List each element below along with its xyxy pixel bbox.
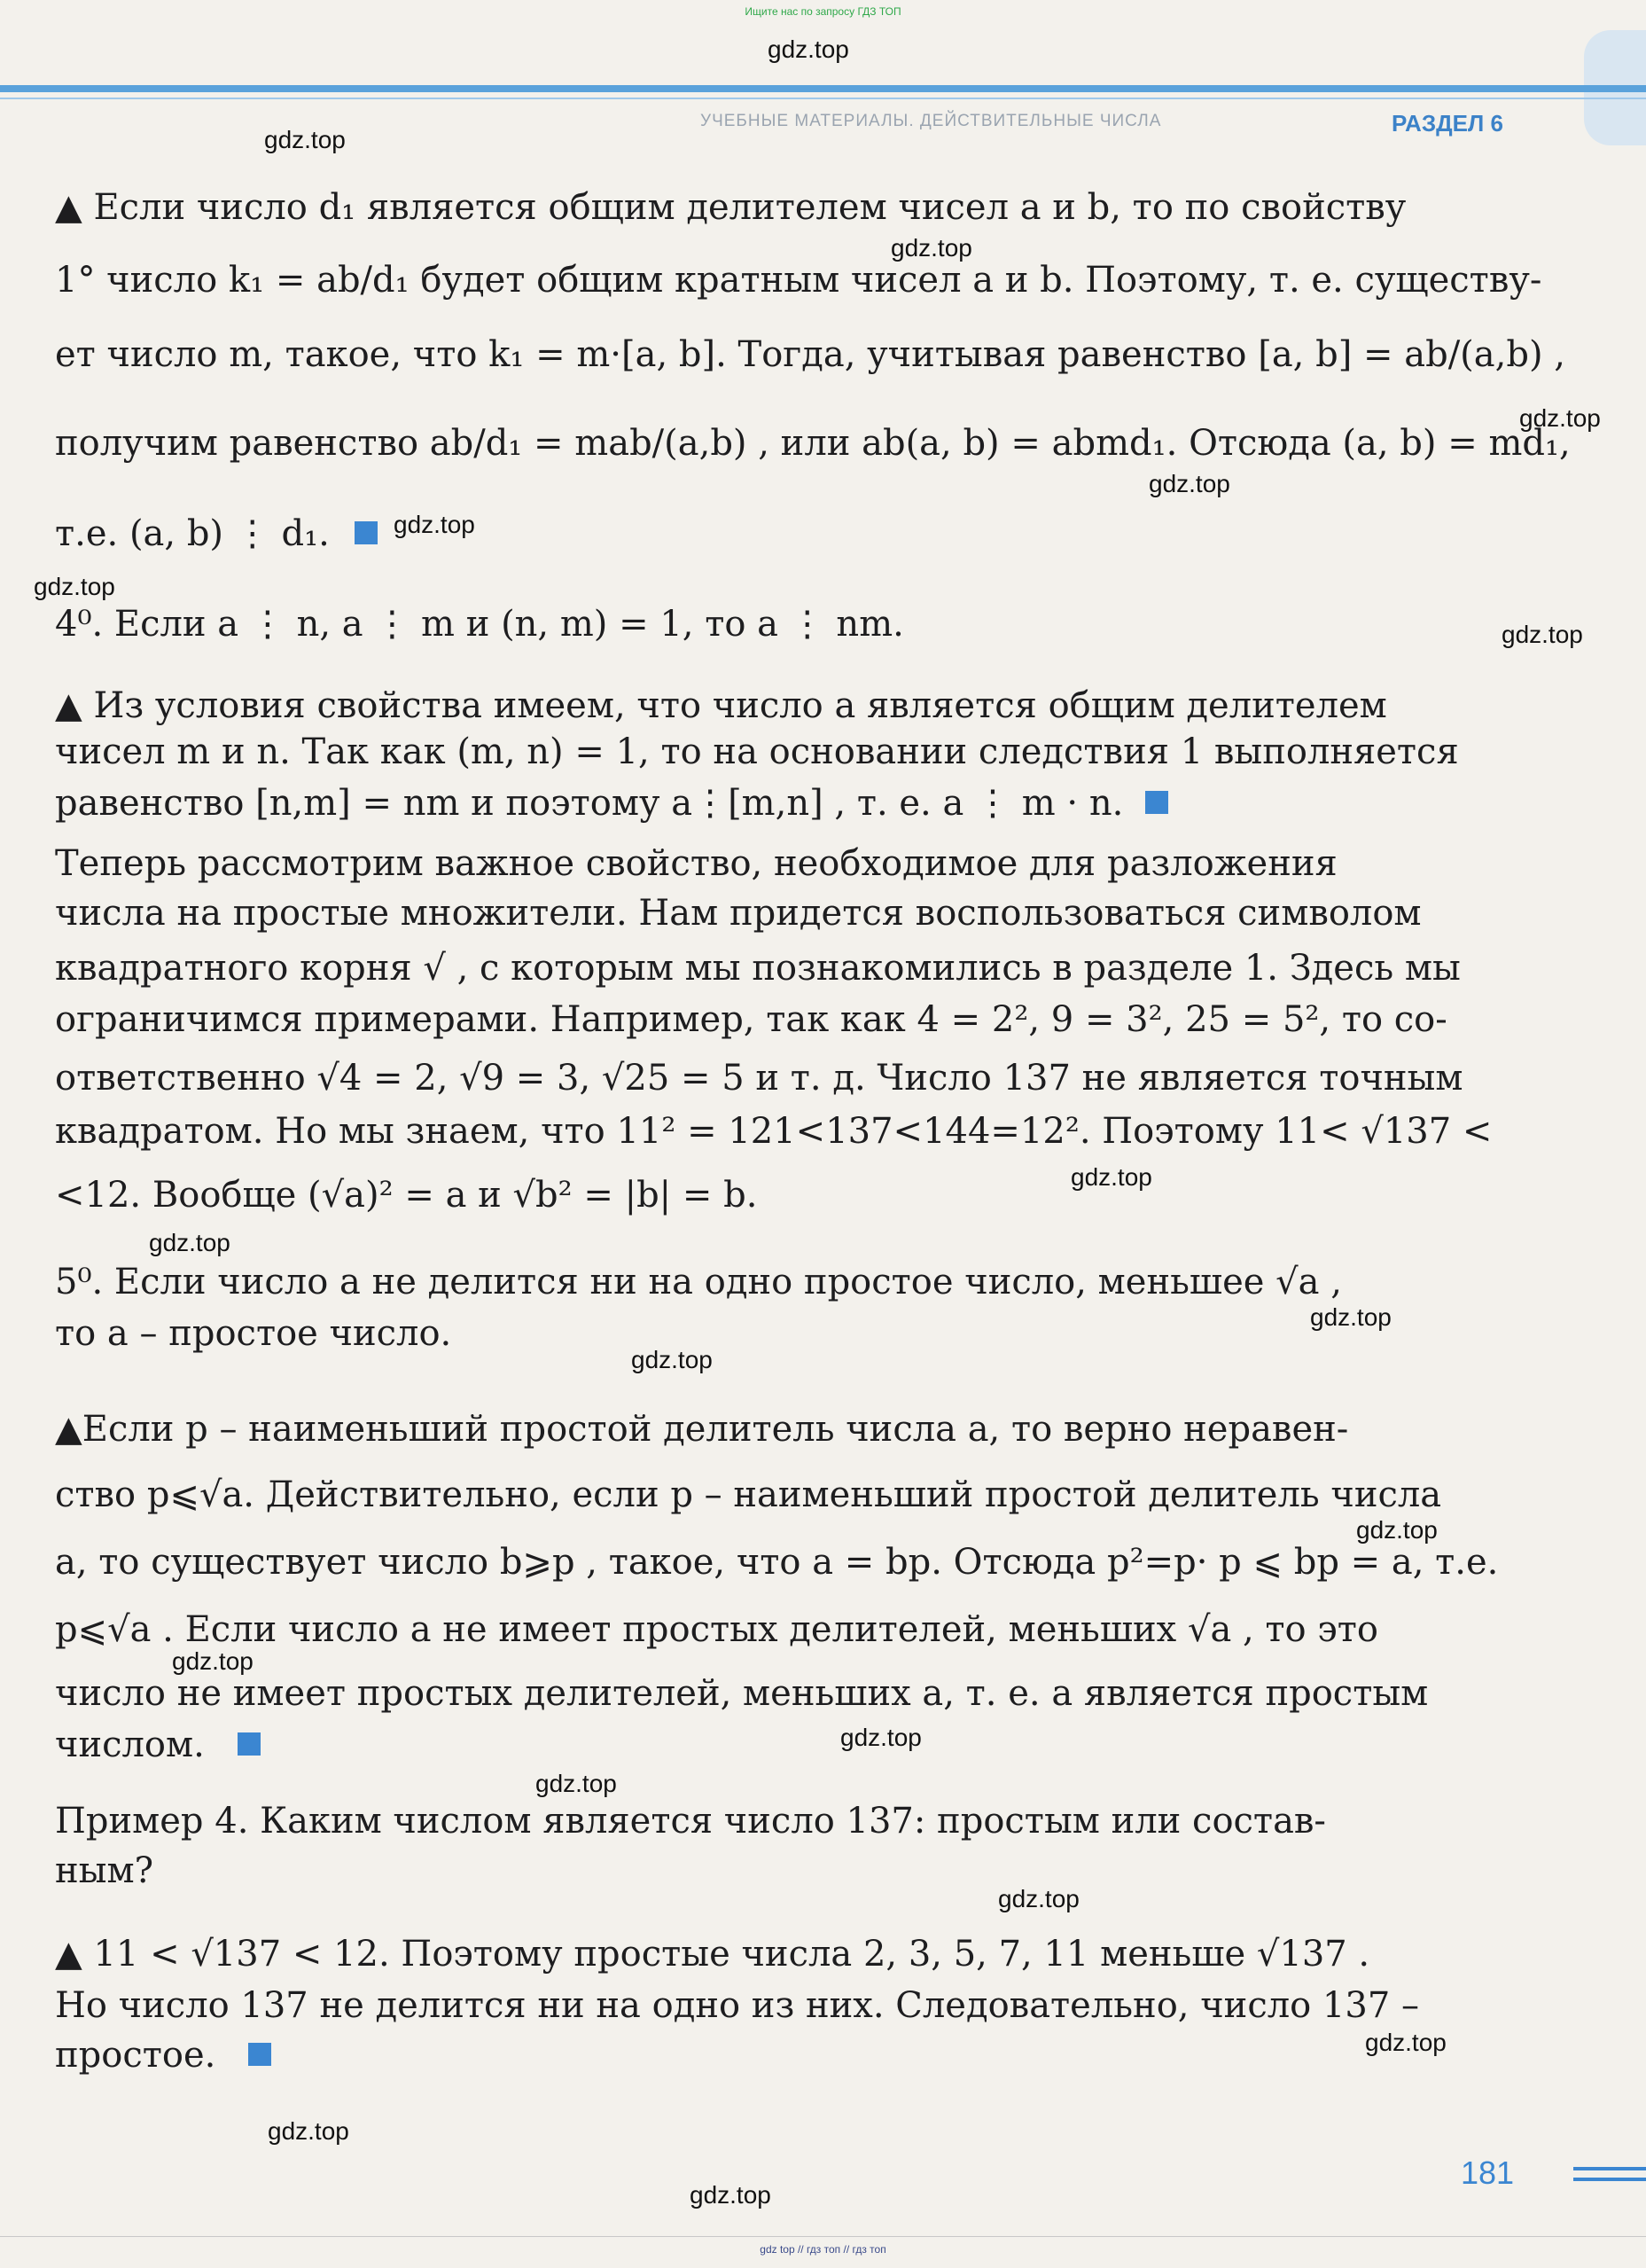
- text-line: т.е. (a, b) ⋮ d₁.: [55, 513, 330, 554]
- text-line: чисел m и n. Так как (m, n) = 1, то на основании следствия 1 выполняется: [55, 731, 1459, 772]
- text-line: a, то существует число b⩾p , такое, что a = bp. Отсюда p²=p· p ⩽ bp = a, т.е.: [55, 1542, 1499, 1583]
- text-line: то a – простое число.: [55, 1313, 452, 1354]
- property-4: 4⁰. Если a ⋮ n, a ⋮ m и (n, m) = 1, то a ⋮ nm.: [55, 604, 904, 645]
- property-5: 5⁰. Если число a не делится ни на одно простое число, меньшее √a ,: [55, 1262, 1342, 1302]
- watermark: gdz.top: [1365, 2029, 1447, 2056]
- text-line: ным?: [55, 1850, 154, 1891]
- page-number: 181: [1461, 2155, 1515, 2191]
- watermark: gdz.top: [394, 511, 475, 538]
- text-line: <12. Вообще (√a)² = a и √b² = |b| = b.: [55, 1175, 758, 1216]
- watermark: gdz.top: [1519, 404, 1601, 432]
- watermark: gdz.top: [1356, 1516, 1438, 1544]
- text-line: ▲ Из условия свойства имеем, что число a является общим делителем: [55, 685, 1387, 726]
- end-of-proof-icon: [355, 521, 378, 544]
- watermark: gdz.top: [998, 1885, 1080, 1912]
- top-note: Ищите нас по запросу ГДЗ ТОП: [745, 5, 901, 18]
- watermark: gdz.top: [149, 1229, 230, 1256]
- example-4-heading: Пример 4. Каким числом является число 137: простым или состав-: [55, 1801, 1326, 1842]
- bottom-note: gdz top // гдз топ // гдз топ: [760, 2243, 886, 2256]
- text-line: числом.: [55, 1724, 205, 1765]
- text-line: ▲Если p – наименьший простой делитель числа a, то верно неравен-: [55, 1409, 1349, 1450]
- text-line: ограничимся примерами. Например, так как 4 = 2², 9 = 3², 25 = 5², то со-: [55, 999, 1447, 1040]
- text-line: получим равенство ab/d₁ = mab/(a,b) , или ab(a, b) = abmd₁. Отсюда (a, b) = md₁,: [55, 423, 1571, 464]
- end-of-proof-icon: [248, 2043, 271, 2066]
- watermark: gdz.top: [768, 35, 849, 63]
- text-line: числа на простые множители. Нам придется воспользоваться символом: [55, 893, 1422, 934]
- running-head: УЧЕБНЫЕ МАТЕРИАЛЫ. ДЕЙСТВИТЕЛЬНЫЕ ЧИСЛА: [700, 112, 1162, 130]
- text-line: ▲ 11 < √137 < 12. Поэтому простые числа 2, 3, 5, 7, 11 меньше √137 .: [55, 1934, 1370, 1975]
- watermark: gdz.top: [840, 1724, 922, 1751]
- text-line: p⩽√a . Если число a не имеет простых делителей, меньших √a , то это: [55, 1609, 1378, 1650]
- watermark: gdz.top: [1071, 1163, 1152, 1191]
- text-line: ▲ Если число d₁ является общим делителем чисел a и b, то по свойству: [55, 187, 1407, 228]
- text-line: Теперь рассмотрим важное свойство, необходимое для разложения: [55, 843, 1338, 884]
- watermark: gdz.top: [535, 1770, 617, 1797]
- text-line: равенство [n,m] = nm и поэтому a⋮[m,n] , т. е. a ⋮ m · n.: [55, 783, 1124, 824]
- watermark: gdz.top: [690, 2181, 771, 2209]
- section-label: РАЗДЕЛ 6: [1392, 110, 1503, 137]
- watermark: gdz.top: [1149, 470, 1230, 497]
- page-number-rule: [1573, 2167, 1646, 2170]
- text-line: квадратом. Но мы знаем, что 11² = 121<137<144=12². Поэтому 11< √137 <: [55, 1111, 1493, 1152]
- text-line: квадратного корня √ , с которым мы познакомились в разделе 1. Здесь мы: [55, 948, 1461, 989]
- page-number-rule: [1573, 2178, 1646, 2181]
- text-line: число не имеет простых делителей, меньших a, т. е. a является простым: [55, 1673, 1429, 1714]
- watermark: gdz.top: [268, 2117, 349, 2145]
- text-line: 1° число k₁ = ab/d₁ будет общим кратным чисел a и b. Поэтому, т. е. существу-: [55, 260, 1542, 301]
- watermark: gdz.top: [264, 126, 346, 153]
- footer-divider: [0, 2236, 1646, 2237]
- text-line: ство p⩽√a. Действительно, если p – наименьший простой делитель числа: [55, 1474, 1442, 1515]
- header-band-thin: [0, 98, 1646, 99]
- watermark: gdz.top: [172, 1647, 254, 1675]
- text-line: Но число 137 не делится ни на одно из них. Следовательно, число 137 –: [55, 1985, 1419, 2026]
- watermark: gdz.top: [1502, 621, 1583, 648]
- watermark: gdz.top: [631, 1346, 713, 1373]
- watermark: gdz.top: [34, 573, 115, 600]
- text-line: простое.: [55, 2035, 216, 2076]
- text-line: ет число m, такое, что k₁ = m·[a, b]. Тогда, учитывая равенство [a, b] = ab/(a,b) ,: [55, 334, 1565, 375]
- header-band: [0, 85, 1646, 92]
- text-line: ответственно √4 = 2, √9 = 3, √25 = 5 и т. д. Число 137 не является точным: [55, 1058, 1463, 1099]
- watermark: gdz.top: [891, 234, 972, 262]
- watermark: gdz.top: [1310, 1303, 1392, 1331]
- end-of-proof-icon: [1145, 791, 1168, 814]
- end-of-proof-icon: [238, 1732, 261, 1756]
